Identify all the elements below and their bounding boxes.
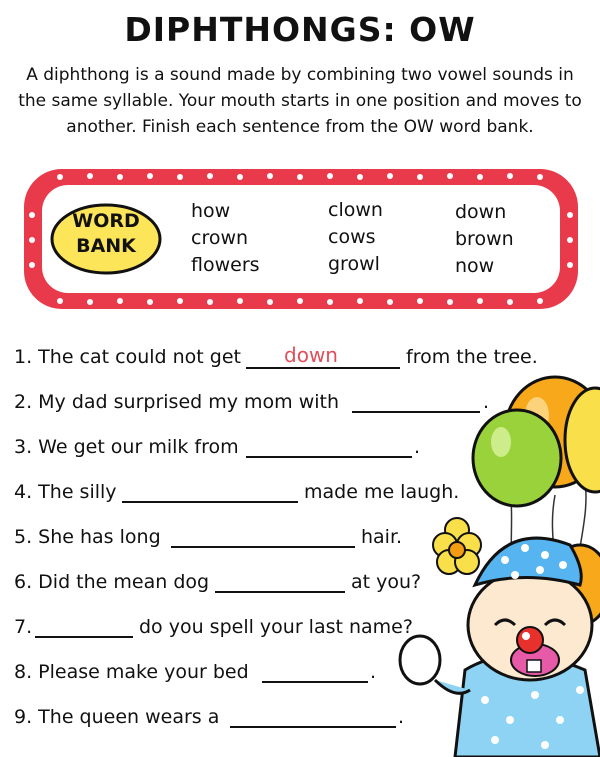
bank-word: down bbox=[455, 201, 507, 223]
question-6: 6. Did the mean dog bbox=[14, 571, 210, 593]
question-9: 9. The queen wears a bbox=[14, 706, 220, 728]
bank-word: brown bbox=[455, 228, 514, 250]
bank-word: crown bbox=[191, 227, 249, 249]
question-1-end: from the tree. bbox=[406, 346, 538, 368]
glove-icon bbox=[400, 636, 470, 693]
answer-blank-6[interactable] bbox=[215, 591, 345, 593]
question-2: 2. My dad surprised my mom with bbox=[14, 391, 340, 413]
question-3: 3. We get our milk from bbox=[14, 436, 239, 458]
question-5: 5. She has long bbox=[14, 526, 161, 548]
bank-word: growl bbox=[328, 253, 380, 275]
bank-word: now bbox=[455, 255, 495, 277]
answer-example: down bbox=[284, 343, 338, 367]
question-7-end: do you spell your last name? bbox=[139, 616, 413, 638]
answer-blank-8[interactable] bbox=[262, 681, 368, 683]
page-title: DIPHTHONGS: OW bbox=[124, 10, 476, 49]
question-4: 4. The silly bbox=[14, 481, 117, 503]
question-7: 7. bbox=[14, 616, 33, 638]
question-8-end: . bbox=[370, 661, 377, 683]
answer-blank-5[interactable] bbox=[171, 546, 355, 548]
question-2-end: . bbox=[483, 391, 490, 413]
question-3-end: . bbox=[414, 436, 421, 458]
answer-blank-1[interactable] bbox=[246, 367, 400, 369]
answer-blank-9[interactable] bbox=[230, 726, 396, 728]
bank-word: clown bbox=[328, 199, 383, 221]
flower-icon bbox=[433, 518, 481, 574]
bank-word: cows bbox=[328, 226, 376, 248]
answer-blank-3[interactable] bbox=[246, 456, 412, 458]
question-8: 8. Please make your bed bbox=[14, 661, 249, 683]
bank-word: how bbox=[191, 200, 231, 222]
answer-blank-7[interactable] bbox=[35, 636, 133, 638]
clown-illustration bbox=[395, 370, 600, 757]
balloon-green-icon bbox=[473, 410, 561, 506]
question-1: 1. The cat could not get bbox=[14, 346, 241, 368]
word-bank-label: WORD BANK bbox=[72, 210, 140, 257]
bank-word: flowers bbox=[191, 254, 260, 276]
intro-paragraph: A diphthong is a sound made by combining two vowel sounds in the same syllable. Your mouth starts in one position and moves to another. Finish each sentence from the OW word bank. bbox=[18, 65, 582, 137]
question-9-end: . bbox=[398, 706, 405, 728]
question-4-end: made me laugh. bbox=[304, 481, 460, 503]
answer-blank-4[interactable] bbox=[122, 501, 298, 503]
question-5-end: hair. bbox=[361, 526, 403, 548]
question-6-end: at you? bbox=[351, 571, 422, 593]
